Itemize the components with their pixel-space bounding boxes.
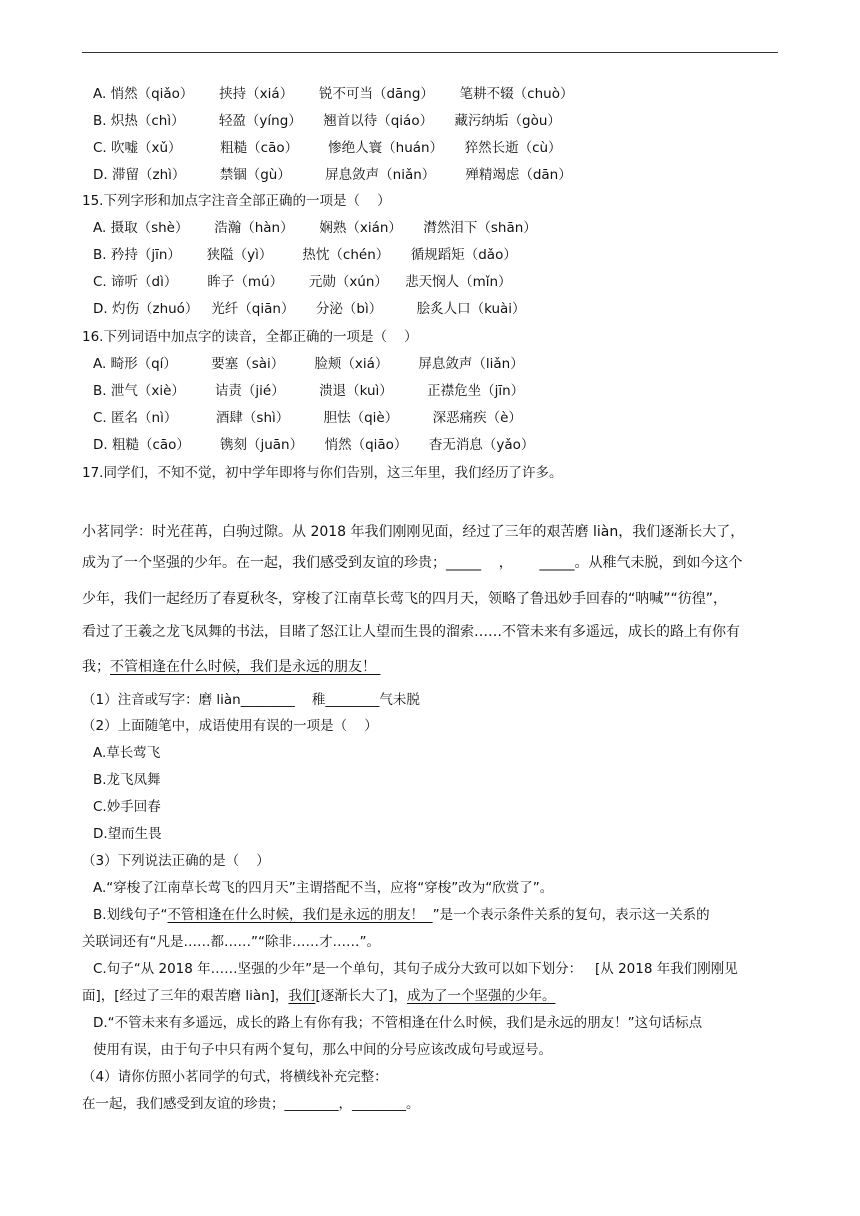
sub3-stem: （3）下列说法正确的是（ ） [82,853,270,869]
sub3-option-b-line1 [93,906,710,924]
sub2-stem: （2）上面随笔中，成语使用有误的一项是（ ） [82,718,378,734]
q15-stem: 15.下列字形和加点字注音全部正确的一项是（ ） [82,193,391,209]
passage-line-5 [82,658,778,676]
sub4-line: 在一起，我们感受到友谊的珍贵；________，________。 [82,1096,420,1112]
sub2-option-d: D.望而生畏 [93,826,162,842]
sub3-c-prefix: 面]，[经过了三年的艰苦磨 liàn]， [82,988,289,1004]
sub3-option-d-line1: D.“不管未来有多遥远，成长的路上有你有我；不管相逢在什么时候，我们是永远的朋友！”这句话标点 [93,1015,703,1031]
sub4-stem: （4）请你仿照小茗同学的句式，将横线补充完整： [82,1069,388,1085]
sub3-b-prefix: B.划线句子“ [93,907,168,923]
sub2-option-c: C.妙手回春 [93,799,161,815]
underlined-sentence: 不管相逢在什么时候，我们是永远的朋友！ [110,659,381,675]
sub3-c-middle: [逐渐长大了]， [315,988,407,1004]
sub3-b-suffix: ”是一个表示条件关系的复句，表示这一关系的 [432,907,710,923]
q17-stem: 17.同学们，不知不觉，初中学年即将与你们告别，这三年里，我们经历了许多。 [82,465,563,481]
sub3-option-c-line2 [82,987,555,1005]
q14-option-a: A. 悄然（qiǎo） 挟持（xiá） 锐不可当（dāng） 笔耕不辍（chuò） [93,86,574,102]
sub1-question: （1）注音或写字：磨 liàn________ 稚________气未脱 [82,692,420,708]
q14-option-d: D. 滞留（zhì） 禁锢（gù） 屏息敛声（niǎn） 殚精竭虑（dān） [93,167,572,183]
sub2-option-a: A.草长莺飞 [93,745,161,761]
q16-option-d: D. 粗糙（cāo） 镌刻（juān） 悄然（qiāo） 杳无消息（yǎo） [93,437,535,453]
q15-option-b: B. 矜持（jīn） 狭隘（yì） 热忱（chén） 循规蹈矩（dǎo） [93,247,517,263]
q15-option-d: D. 灼伤（zhuó） 光纤（qiān） 分泌（bì） 脍炙人口（kuài） [93,301,526,317]
sub3-option-c-line1: C.句子“从 2018 年……坚强的少年”是一个单句，其句子成分大致可以如下划分： [从 2018 年我们刚刚见 [93,961,738,977]
q16-option-b: B. 泄气（xiè） 诘责（jié） 溃退（kuì） 正襟危坐（jīn） [93,383,525,399]
q15-option-a: A. 摄取（shè） 浩瀚（hàn） 娴熟（xián） 潸然泪下（shān） [93,220,537,236]
sub3-c-subject: 我们 [288,988,316,1004]
sub2-option-b: B.龙飞凤舞 [93,772,161,788]
q16-stem: 16.下列词语中加点字的读音，全都正确的一项是（ ） [82,329,418,345]
q16-option-a: A. 畸形（qí） 要塞（sài） 脸颊（xiá） 屏息敛声（liǎn） [93,356,524,372]
sub3-c-predicate: 成为了一个坚强的少年。 [406,988,556,1004]
q16-option-c: C. 匿名（nì） 酒肆（shì） 胆怯（qiè） 深恶痛疾（è） [93,410,522,426]
passage-line-3: 少年，我们一起经历了春夏秋冬，穿梭了江南草长莺飞的四月天，领略了鲁迅妙手回春的“呐喊”“彷徨”， [82,591,728,607]
q15-option-c: C. 谛听（dì） 眸子（mú） 元勋（xún） 悲天悯人（mǐn） [93,274,512,290]
passage-last-prefix: 我； [82,659,110,675]
q14-option-c: C. 吹嘘（xǔ） 粗糙（cāo） 惨绝人寰（huán） 猝然长逝（cù） [93,140,562,156]
sub3-option-b-line2: 关联词还有“凡是……都……”“除非……才……”。 [82,934,380,950]
passage-line-2: 成为了一个坚强的少年。在一起，我们感受到友谊的珍贵；_____ ， _____。从稚气未脱，到如今这个 [82,555,743,571]
header-rule [82,52,778,53]
sub3-option-d-line2: 使用有误，由于句子中只有两个复句，那么中间的分号应该改成句号或逗号。 [93,1042,552,1058]
q14-option-b: B. 炽热（chì） 轻盈（yíng） 翘首以待（qiáo） 藏污纳垢（gòu） [93,113,561,129]
passage-line-4: 看过了王羲之龙飞凤舞的书法，目睹了怒江让人望而生畏的溜索……不管未来有多遥远，成长的路上有你有 [82,624,740,640]
passage-line-1: 小茗同学：时光荏苒，白驹过隙。从 2018 年我们刚刚见面，经过了三年的艰苦磨 liàn，我们逐渐长大了， [82,524,745,540]
sub3-option-a: A.“穿梭了江南草长莺飞的四月天”主谓搭配不当，应将“穿梭”改为“欣赏了”。 [93,880,554,896]
sub3-b-underlined: 不管相逢在什么时候，我们是永远的朋友！ [167,907,433,923]
